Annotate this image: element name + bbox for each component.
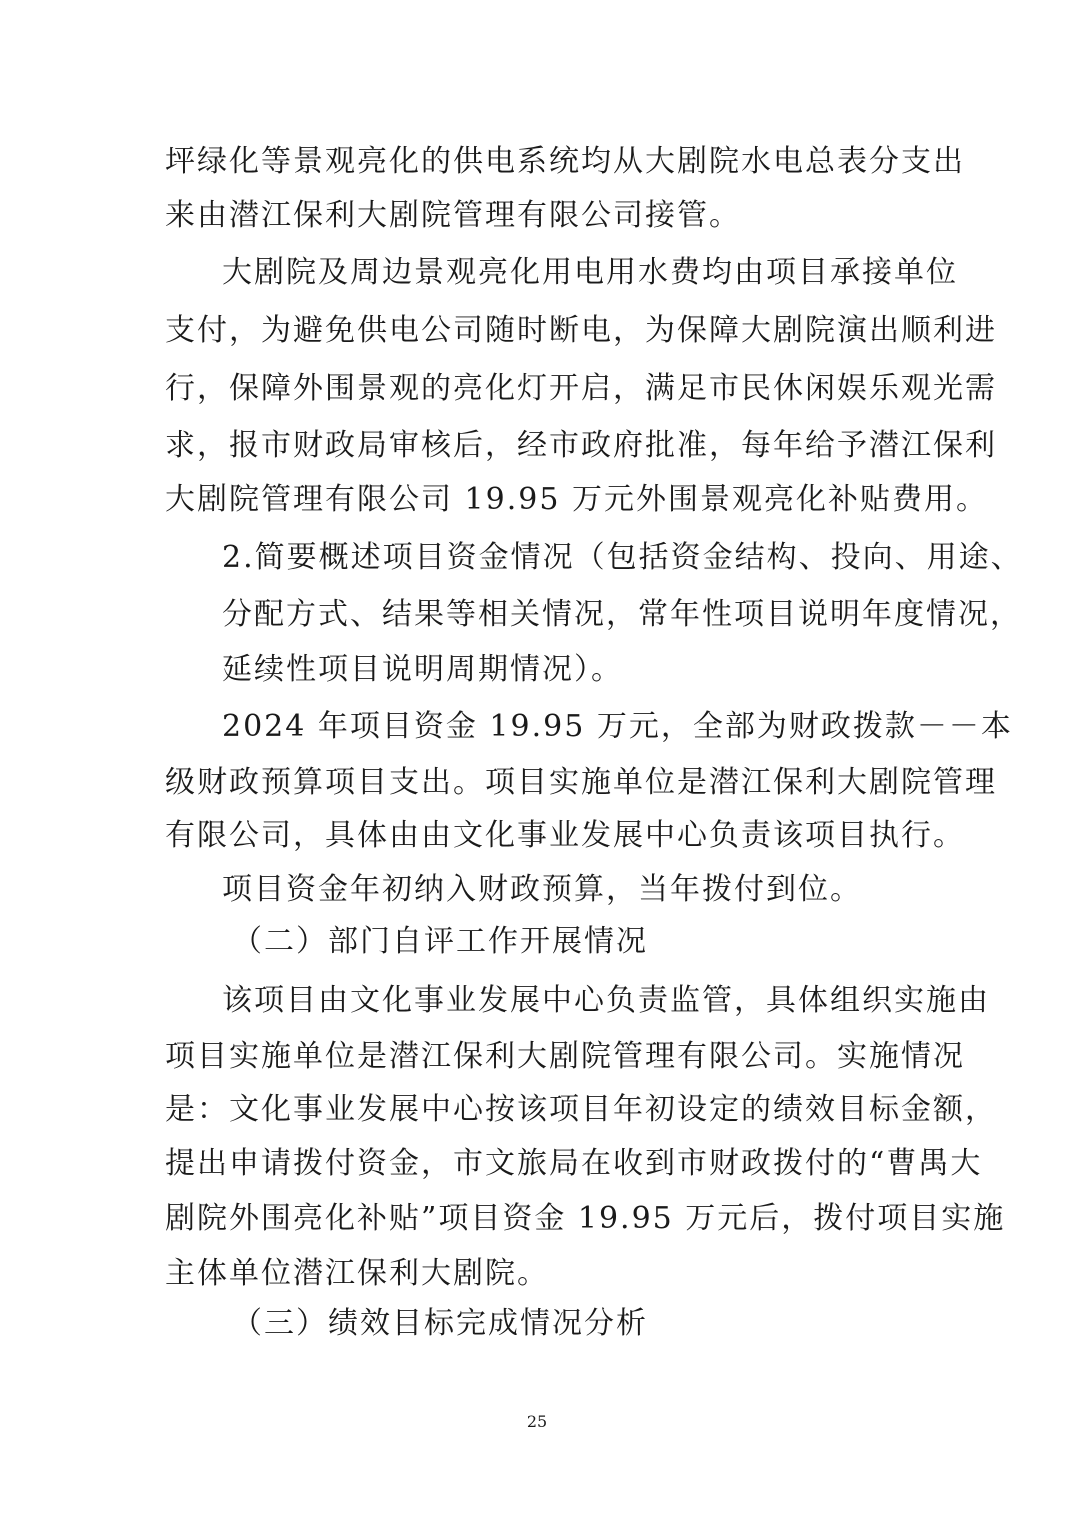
paragraph-line: 2.简要概述项目资金情况（包括资金结构、投向、用途、 <box>222 540 1023 575</box>
paragraph-line: 提出申请拨付资金，市文旅局在收到市财政拨付的“曹禺大 <box>165 1146 983 1181</box>
paragraph-line: 级财政预算项目支出。项目实施单位是潜江保利大剧院管理 <box>165 765 997 800</box>
section-heading: （三）绩效目标完成情况分析 <box>232 1306 648 1341</box>
paragraph-line: 项目资金年初纳入财政预算，当年拨付到位。 <box>222 872 862 907</box>
paragraph-line: 该项目由文化事业发展中心负责监管，具体组织实施由 <box>222 983 990 1018</box>
paragraph-line: 求，报市财政局审核后，经市政府批准，每年给予潜江保利 <box>165 428 997 463</box>
paragraph-line: 主体单位潜江保利大剧院。 <box>165 1256 549 1291</box>
section-heading: （二）部门自评工作开展情况 <box>232 924 648 959</box>
paragraph-line: 有限公司，具体由由文化事业发展中心负责该项目执行。 <box>165 818 965 853</box>
paragraph-line: 大剧院管理有限公司 19.95 万元外围景观亮化补贴费用。 <box>165 482 988 517</box>
paragraph-line: 分配方式、结果等相关情况，常年性项目说明年度情况， <box>222 597 1022 632</box>
paragraph-line: 是：文化事业发展中心按该项目年初设定的绩效目标金额， <box>165 1092 997 1127</box>
page-number: 25 <box>526 1412 548 1431</box>
paragraph-line: 项目实施单位是潜江保利大剧院管理有限公司。实施情况 <box>165 1039 965 1074</box>
paragraph-line: 2024 年项目资金 19.95 万元，全部为财政拨款－－本 <box>222 709 1013 744</box>
paragraph-line: 坪绿化等景观亮化的供电系统均从大剧院水电总表分支出 <box>165 144 965 179</box>
paragraph-line: 支付，为避免供电公司随时断电，为保障大剧院演出顺利进 <box>165 313 997 348</box>
paragraph-line: 大剧院及周边景观亮化用电用水费均由项目承接单位 <box>222 255 958 290</box>
paragraph-line: 行，保障外围景观的亮化灯开启，满足市民休闲娱乐观光需 <box>165 371 997 406</box>
paragraph-line: 延续性项目说明周期情况）。 <box>222 652 623 687</box>
paragraph-line: 来由潜江保利大剧院管理有限公司接管。 <box>165 198 741 233</box>
paragraph-line: 剧院外围亮化补贴”项目资金 19.95 万元后，拨付项目实施 <box>165 1201 1006 1236</box>
